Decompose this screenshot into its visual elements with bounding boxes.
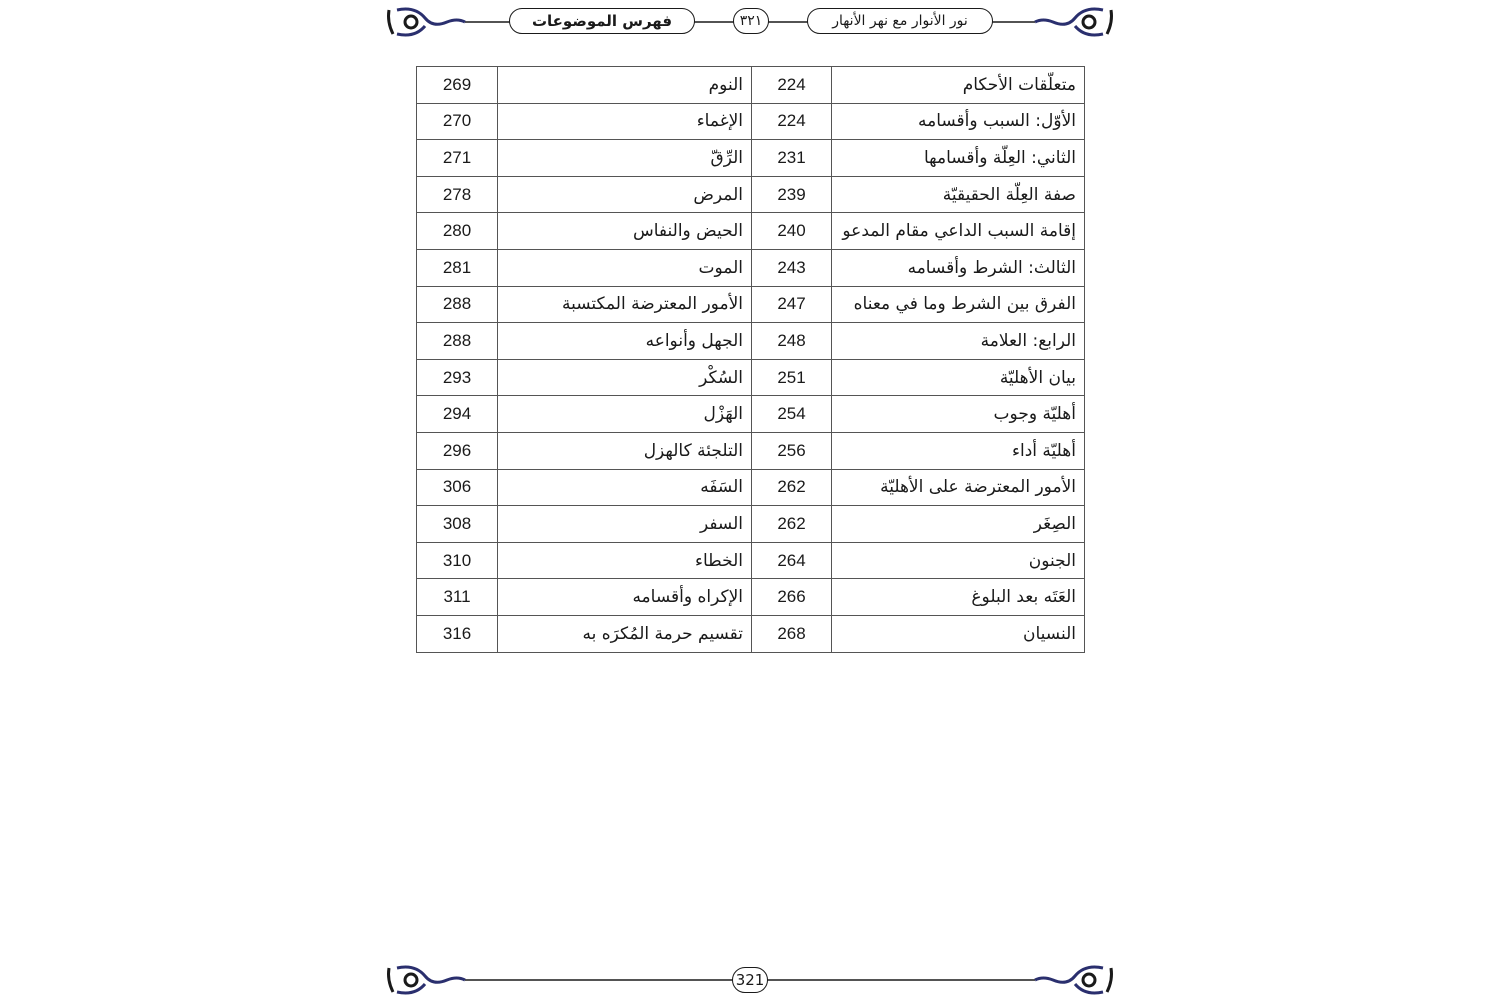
page-cell: 264: [752, 542, 832, 579]
table-row: [417, 249, 1085, 286]
topic-cell: الجنون: [832, 542, 1085, 579]
topic-cell: متعلّقات الأحكام: [832, 67, 1085, 104]
table-row: [417, 469, 1085, 506]
table-row: [417, 103, 1085, 140]
topic-cell: الخطاء: [498, 542, 752, 579]
topic-cell: الجهل وأنواعه: [498, 323, 752, 360]
page-footer: [385, 960, 1115, 1000]
footer-page-number: 321: [732, 967, 768, 993]
page-cell: 243: [752, 249, 832, 286]
page-cell: 256: [752, 432, 832, 469]
topic-cell: الثاني: العِلّة وأقسامها: [832, 140, 1085, 177]
topic-cell: الهَزْل: [498, 396, 752, 433]
topic-cell: التلجئة كالهزل: [498, 432, 752, 469]
table-row: [417, 67, 1085, 104]
page-cell: 310: [417, 542, 498, 579]
table-row: [417, 396, 1085, 433]
page-cell: 240: [752, 213, 832, 250]
page-cell: 262: [752, 469, 832, 506]
topic-cell: صفة العِلّة الحقيقيّة: [832, 176, 1085, 213]
table-row: [417, 359, 1085, 396]
page-cell: 316: [417, 615, 498, 652]
table-row: [417, 140, 1085, 177]
topic-cell: الرِّقّ: [498, 140, 752, 177]
topic-cell: السفر: [498, 506, 752, 543]
page-cell: 239: [752, 176, 832, 213]
topic-cell: الفرق بين الشرط وما في معناه: [832, 286, 1085, 323]
topic-cell: إقامة السبب الداعي مقام المدعو: [832, 213, 1085, 250]
page-cell: 293: [417, 359, 498, 396]
topic-cell: السُكْر: [498, 359, 752, 396]
topic-cell: الموت: [498, 249, 752, 286]
table-row: [417, 176, 1085, 213]
page-cell: 247: [752, 286, 832, 323]
page-cell: 288: [417, 323, 498, 360]
page-cell: 254: [752, 396, 832, 433]
page-cell: 288: [417, 286, 498, 323]
table-row: [417, 432, 1085, 469]
table-row: [417, 579, 1085, 616]
table-row: [417, 323, 1085, 360]
topic-cell: النوم: [498, 67, 752, 104]
page-cell: 269: [417, 67, 498, 104]
book-title: نور الأنوار مع نهر الأنهار: [807, 8, 993, 34]
topic-cell: السَفَه: [498, 469, 752, 506]
table-row: [417, 286, 1085, 323]
page-cell: 271: [417, 140, 498, 177]
topic-cell: الأمور المعترضة المكتسبة: [498, 286, 752, 323]
table-row: [417, 615, 1085, 652]
page-cell: 262: [752, 506, 832, 543]
topic-cell: الأوّل: السبب وأقسامه: [832, 103, 1085, 140]
page-header: [385, 2, 1115, 42]
page-cell: 224: [752, 103, 832, 140]
page-cell: 296: [417, 432, 498, 469]
topic-cell: الرابع: العلامة: [832, 323, 1085, 360]
page-cell: 270: [417, 103, 498, 140]
topic-cell: العَتَه بعد البلوغ: [832, 579, 1085, 616]
topic-cell: أهليّة وجوب: [832, 396, 1085, 433]
page-cell: 308: [417, 506, 498, 543]
topic-cell: الأمور المعترضة على الأهليّة: [832, 469, 1085, 506]
page-cell: 280: [417, 213, 498, 250]
page-cell: 251: [752, 359, 832, 396]
topic-cell: الصِغَر: [832, 506, 1085, 543]
topic-cell: النسيان: [832, 615, 1085, 652]
topic-cell: أهليّة أداء: [832, 432, 1085, 469]
topic-cell: الحيض والنفاس: [498, 213, 752, 250]
topic-cell: المرض: [498, 176, 752, 213]
page-cell: 266: [752, 579, 832, 616]
page-cell: 248: [752, 323, 832, 360]
page-cell: 311: [417, 579, 498, 616]
page-cell: 294: [417, 396, 498, 433]
table-row: [417, 213, 1085, 250]
topic-cell: الإكراه وأقسامه: [498, 579, 752, 616]
page-cell: 306: [417, 469, 498, 506]
index-table: [416, 66, 1085, 653]
table-row: [417, 506, 1085, 543]
topic-cell: الإغماء: [498, 103, 752, 140]
page-cell: 278: [417, 176, 498, 213]
topic-cell: الثالث: الشرط وأقسامه: [832, 249, 1085, 286]
page-cell: 268: [752, 615, 832, 652]
page-number-arabic: ٣٢١: [733, 8, 769, 34]
table-row: [417, 542, 1085, 579]
page-cell: 231: [752, 140, 832, 177]
topic-cell: تقسيم حرمة المُكرَه به: [498, 615, 752, 652]
page-cell: 224: [752, 67, 832, 104]
topic-cell: بيان الأهليّة: [832, 359, 1085, 396]
page-cell: 281: [417, 249, 498, 286]
section-title: فهرس الموضوعات: [509, 8, 695, 34]
